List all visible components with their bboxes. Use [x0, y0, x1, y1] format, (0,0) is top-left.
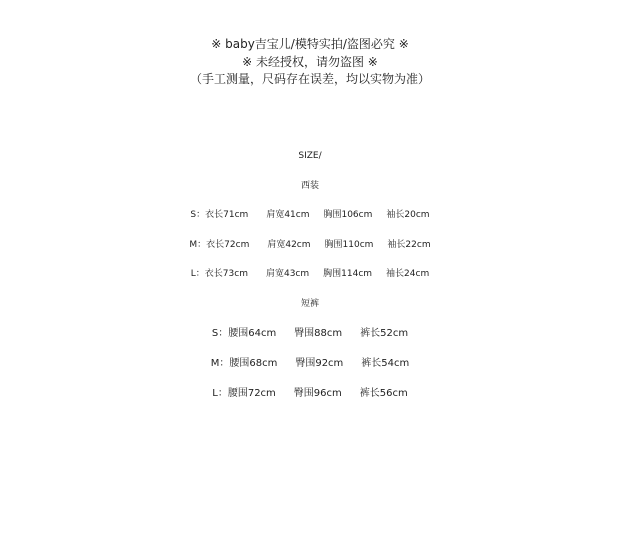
suit-shoulder: 肩宽42cm [267, 240, 311, 250]
suit-length: 衣长73cm [204, 269, 248, 279]
shorts-waist: 腰围68cm [229, 358, 278, 369]
shorts-waist: 腰围72cm [227, 388, 276, 399]
size-label: L： [190, 269, 205, 279]
shorts-waist: 腰围64cm [228, 328, 277, 339]
shorts-row-m [0, 358, 620, 370]
suit-chest: 胸围114cm [323, 269, 373, 279]
shorts-hip: 臀围96cm [293, 388, 342, 399]
suit-title: 西装 [300, 181, 319, 191]
size-label: S： [211, 328, 229, 339]
size-title: SIZE/ [298, 151, 322, 161]
suit-chest: 胸围110cm [324, 240, 374, 250]
size-label: M： [210, 358, 230, 369]
suit-sleeve: 袖长22cm [387, 240, 431, 250]
suit-shoulder: 肩宽43cm [265, 269, 310, 279]
suit-row-s [0, 210, 620, 221]
shorts-length: 裤长52cm [360, 328, 409, 339]
shorts-title: 短裤 [300, 299, 319, 309]
size-label: L： [212, 388, 228, 399]
size-label: M： [189, 240, 207, 250]
shorts-hip: 臀围88cm [294, 328, 343, 339]
shorts-length: 裤长54cm [361, 358, 410, 369]
suit-sleeve: 袖长20cm [386, 210, 430, 220]
shorts-row-l [0, 388, 620, 400]
suit-length: 衣长71cm [205, 210, 249, 220]
suit-chest: 胸围106cm [323, 210, 373, 220]
shorts-row-s [0, 328, 620, 340]
suit-row-l [0, 269, 620, 280]
shorts-length: 裤长56cm [359, 388, 408, 399]
shorts-hip: 臀围92cm [295, 358, 344, 369]
suit-row-m [0, 240, 620, 251]
copyright-notice: ※ baby吉宝儿/模特实拍/盗图必究 ※ [211, 37, 409, 51]
suit-length: 衣长72cm [206, 240, 250, 250]
suit-sleeve: 袖长24cm [386, 269, 430, 279]
suit-shoulder: 肩宽41cm [266, 210, 310, 220]
no-theft-notice: ※ 未经授权，请勿盗图 ※ [242, 55, 378, 69]
size-label: S： [190, 210, 206, 220]
measurement-disclaimer: （手工测量，尺码存在误差，均以实物为准） [189, 72, 430, 86]
